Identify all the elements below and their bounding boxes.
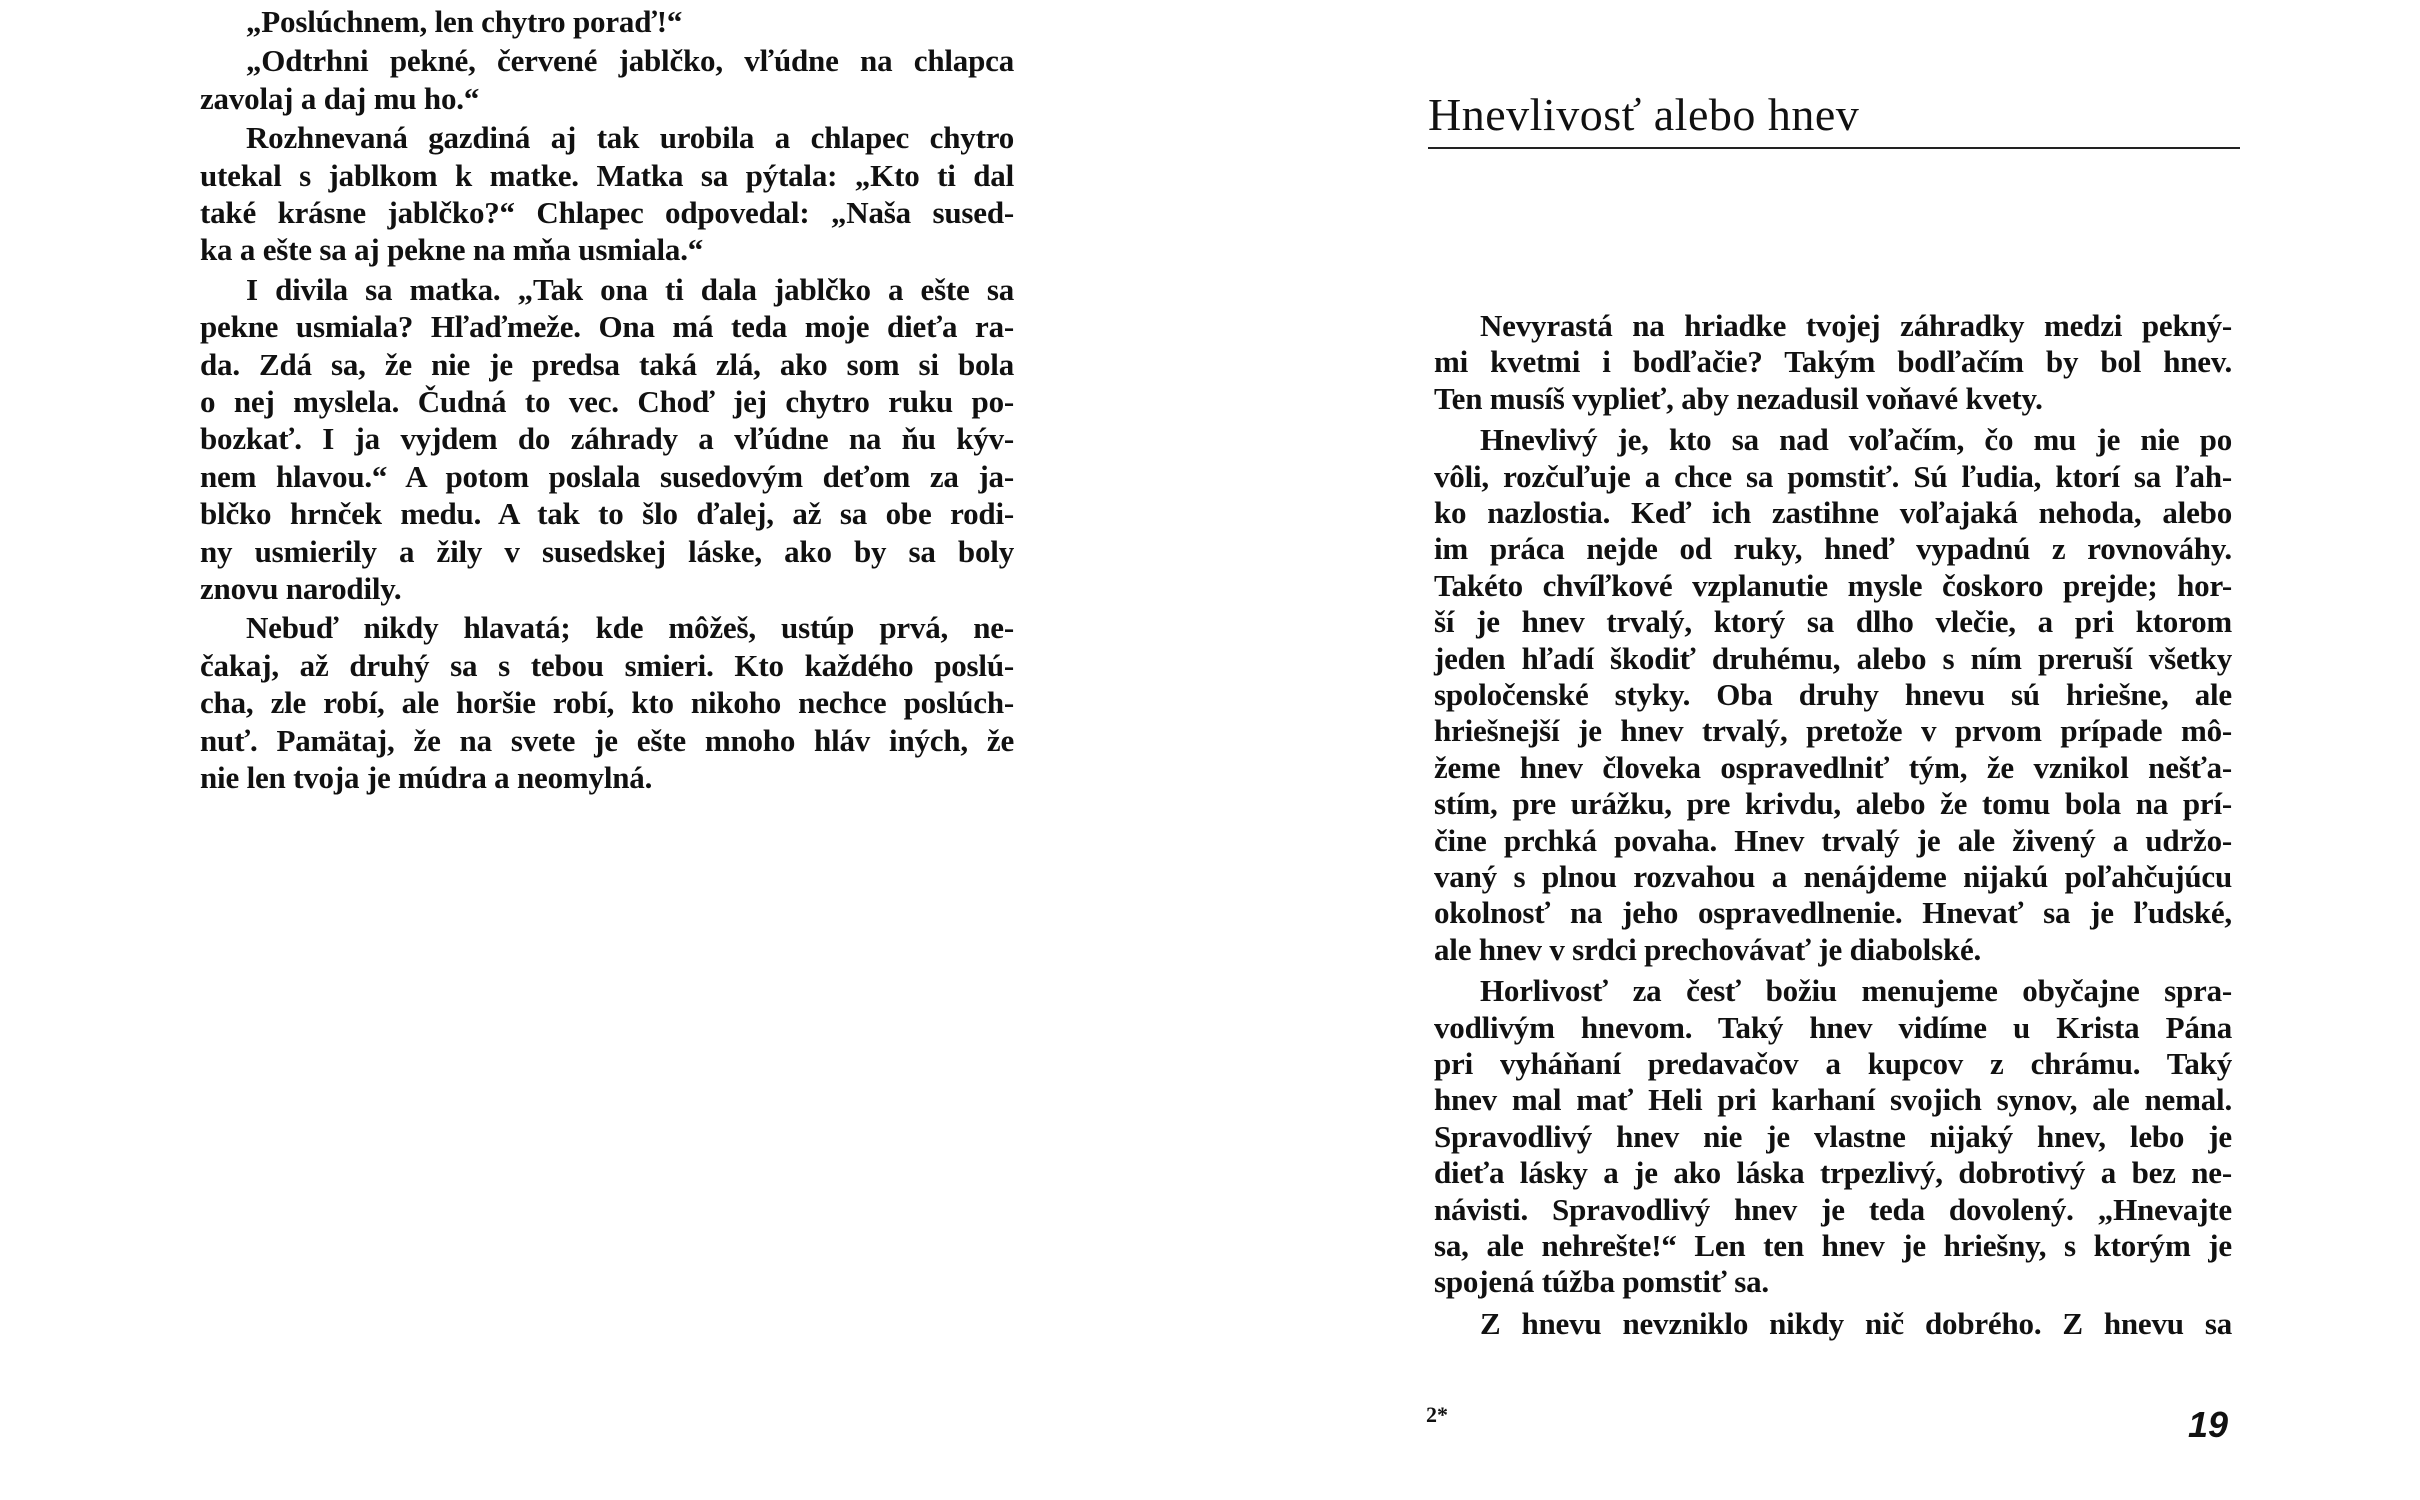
text-line: o nej myslela. Čudná to vec. Choď jej chytro ruku po- — [200, 384, 1014, 419]
text-line: jeden hľadí škodiť druhému, alebo s ním preruší všetky — [1434, 640, 2232, 676]
text-line: ale hnev v srdci prechovávať je diabolské. — [1434, 931, 1982, 967]
text-line: nie len tvoja je múdra a neomylná. — [200, 760, 653, 795]
text-line: znovu narodily. — [200, 571, 402, 606]
text-line: Nevyrastá na hriadke tvojej záhradky medzi pekný- — [1480, 308, 2232, 343]
text-line: Nebuď nikdy hlavatá; kde môžeš, ustúp prvá, ne- — [246, 610, 1014, 646]
text-line: stím, pre urážku, pre krivdu, alebo že tomu bola na prí- — [1434, 786, 2232, 822]
text-line: žeme hnev človeka ospravedlniť tým, že vznikol nešťa- — [1434, 749, 2232, 785]
text-line: návisti. Spravodlivý hnev je teda dovolený. „Hnevajte — [1434, 1191, 2232, 1227]
text-line: da. Zdá sa, že nie je predsa taká zlá, ako som si bola — [200, 346, 1014, 382]
text-line: vôli, rozčuľuje a chce sa pomstiť. Sú ľudia, ktorí sa ľah- — [1434, 458, 2232, 494]
text-line: ka a ešte sa aj pekne na mňa usmiala.“ — [200, 232, 704, 268]
text-line: Rozhnevaná gazdiná aj tak urobila a chlapec chytro — [246, 120, 1014, 156]
title-rule — [1428, 147, 2240, 149]
text-line: „Poslúchnem, len chytro poraď!“ — [246, 4, 683, 39]
text-line: pekne usmiala? Hľaďmeže. Ona má teda moje dieťa ra- — [200, 309, 1014, 345]
text-line: I divila sa matka. „Tak ona ti dala jablčko a ešte sa — [246, 271, 1014, 307]
page-number: 19 — [2188, 1404, 2229, 1445]
text-line: ko nazlostia. Keď ich zastihne voľajaká nehoda, alebo — [1434, 495, 2232, 530]
text-line: nem hlavou.“ A potom poslala susedovým deťom za ja- — [200, 458, 1014, 494]
text-line: Hnevlivý je, kto sa nad voľačím, čo mu je nie po — [1480, 422, 2232, 458]
text-line: okolnosť na jeho ospravedlnenie. Hnevať sa je ľudské, — [1434, 895, 2232, 931]
text-line: spoločenské styky. Oba druhy hnevu sú hriešne, ale — [1434, 677, 2232, 712]
text-line: vaný s plnou rozvahou a nenájdeme nijakú poľahčujúcu — [1434, 859, 2232, 894]
text-line: pri vyháňaní predavačov a kupcov z chrámu. Taký — [1434, 1046, 2232, 1081]
text-line: ší je hnev trvalý, ktorý sa dlho vlečie, a pri ktorom — [1434, 604, 2232, 640]
text-line: vodlivým hnevom. Taký hnev vidíme u Krista Pána — [1434, 1009, 2232, 1045]
text-line: nuť. Pamätaj, že na svete je ešte mnoho hláv iných, že — [200, 722, 1014, 758]
text-line: mi kvetmi i bodľačie? Takým bodľačím by bol hnev. — [1434, 344, 2232, 380]
text-line: im práca nejde od ruky, hneď vypadnú z rovnováhy. — [1434, 531, 2232, 567]
text-line: „Odtrhni pekné, červené jablčko, vľúdne na chlapca — [246, 43, 1014, 79]
text-line: blčko hrnček medu. A tak to šlo ďalej, až sa obe rodi- — [200, 496, 1014, 532]
text-line: ny usmierily a žily v susedskej láske, ako by sa boly — [200, 533, 1014, 569]
text-line: dieťa lásky a je ako láska trpezlivý, dobrotivý a bez ne- — [1434, 1155, 2232, 1191]
text-line: čakaj, až druhý sa s tebou smieri. Kto každého poslú- — [200, 647, 1014, 683]
text-line: hnev mal mať Heli pri karhaní svojich synov, ale nemal. — [1434, 1082, 2232, 1118]
chapter-title: Hnevlivosť alebo hnev — [1428, 89, 1860, 140]
text-line: cha, zle robí, ale horšie robí, kto nikoho nechce poslúch- — [200, 685, 1014, 721]
text-line: spojená túžba pomstiť sa. — [1434, 1264, 1769, 1300]
text-line: sa, ale nehrešte!“ Len ten hnev je hriešny, s ktorým je — [1434, 1228, 2232, 1263]
text-line: Spravodlivý hnev nie je vlastne nijaký hnev, lebo je — [1434, 1118, 2232, 1154]
text-line: hriešnejší je hnev trvalý, pretože v prvom prípade mô- — [1434, 713, 2232, 749]
signature-mark: 2* — [1426, 1402, 1448, 1427]
text-line: čine prchká povaha. Hnev trvalý je ale živený a udržo- — [1434, 822, 2232, 858]
text-line: Horlivosť za česť božiu menujeme obyčajne spra- — [1480, 973, 2232, 1009]
text-line: také krásne jablčko?“ Chlapec odpovedal: „Naša sused- — [200, 195, 1014, 230]
text-line: bozkať. I ja vyjdem do záhrady a vľúdne na ňu kýv- — [200, 421, 1014, 457]
text-line: Ten musíš vyplieť, aby nezadusil voňavé kvety. — [1434, 380, 2043, 416]
text-line: utekal s jablkom k matke. Matka sa pýtala: „Kto ti dal — [200, 157, 1014, 193]
text-line: Takéto chvíľkové vzplanutie mysle čoskoro prejde; hor- — [1434, 567, 2232, 603]
text-line: zavolaj a daj mu ho.“ — [200, 80, 480, 116]
text-line: Z hnevu nevzniklo nikdy nič dobrého. Z hnevu sa — [1480, 1305, 2232, 1341]
